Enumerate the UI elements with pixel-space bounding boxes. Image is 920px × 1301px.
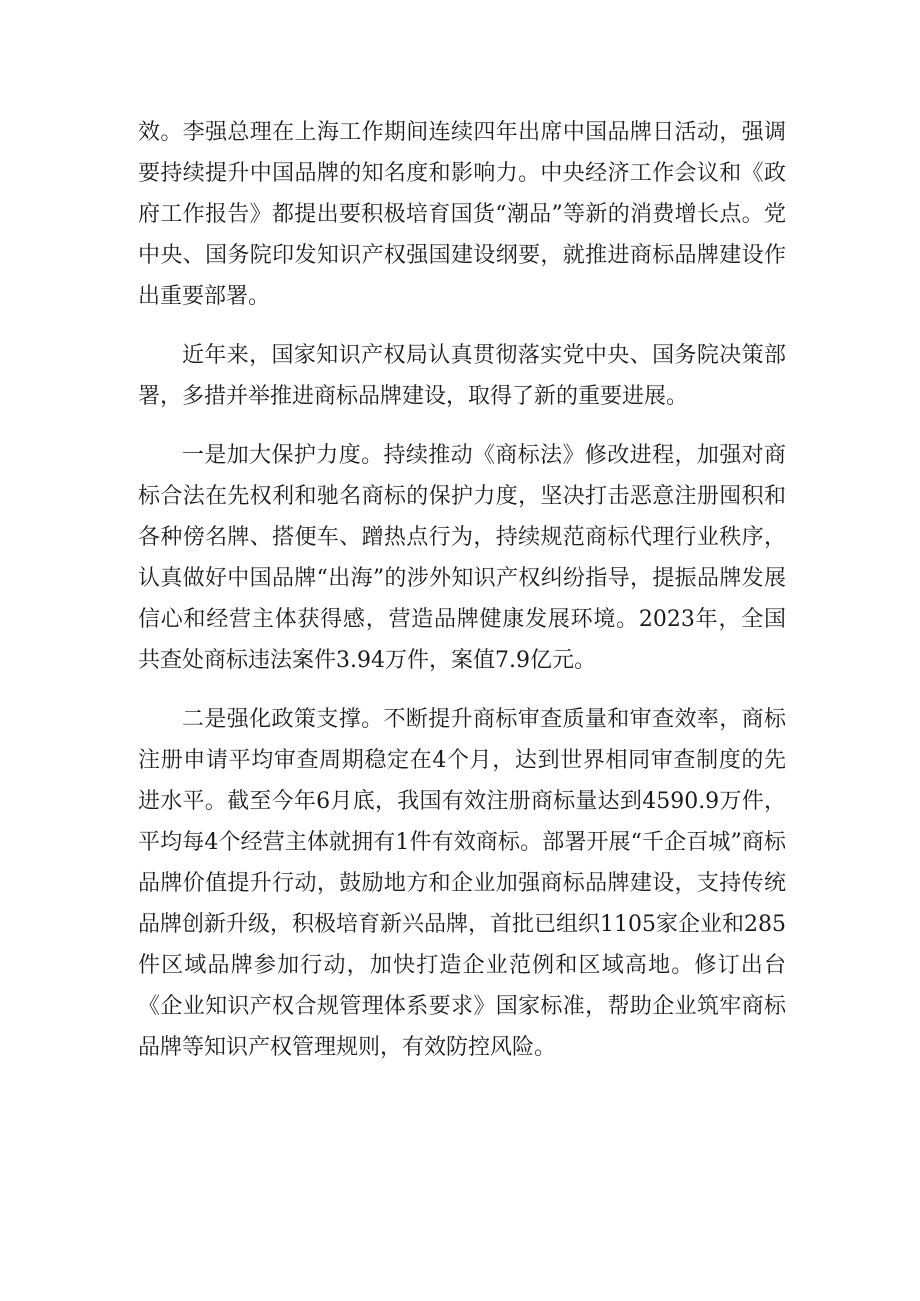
document-body [138, 112, 786, 1086]
paragraph-4: 二是强化政策支撑。不断提升商标审查质量和审查效率，商标注册申请平均审查周期稳定在4个月，达到世界相同审查制度的先进水平。截至今年6月底，我国有效注册商标量达到4590.9万件，平均每4个经营主体就拥有1件有效商标。部署开展“千企百城”商标品牌价值提升行动，鼓励地方和企业加强商标品牌建设，支持传统品牌创新升级，积极培育新兴品牌，首批已组织1105家企业和285件区域品牌参加行动，加快打造企业范例和区域高地。修订出台《企业知识产权合规管理体系要求》国家标准，帮助企业筑牢商标品牌等知识产权管理规则，有效防控风险。 [138, 707, 786, 1060]
paragraph-2: 近年来，国家知识产权局认真贯彻落实党中央、国务院决策部署，多措并举推进商标品牌建设，取得了新的重要进展。 [138, 343, 786, 409]
paragraph-1: 效。李强总理在上海工作期间连续四年出席中国品牌日活动，强调要持续提升中国品牌的知名度和影响力。中央经济工作会议和《政府工作报告》都提出要积极培育国货“潮品”等新的消费增长点。党中央、国务院印发知识产权强国建设纲要，就推进商标品牌建设作出重要部署。 [138, 120, 786, 309]
paragraph-3: 一是加大保护力度。持续推动《商标法》修改进程，加强对商标合法在先权利和驰名商标的保护力度，坚决打击恶意注册囤积和各种傍名牌、搭便车、蹭热点行为，持续规范商标代理行业秩序，认真做好中国品牌“出海”的涉外知识产权纠纷指导，提振品牌发展信心和经营主体获得感，营造品牌健康发展环境。2023年，全国共查处商标违法案件3.94万件，案值7.9亿元。 [138, 443, 786, 673]
